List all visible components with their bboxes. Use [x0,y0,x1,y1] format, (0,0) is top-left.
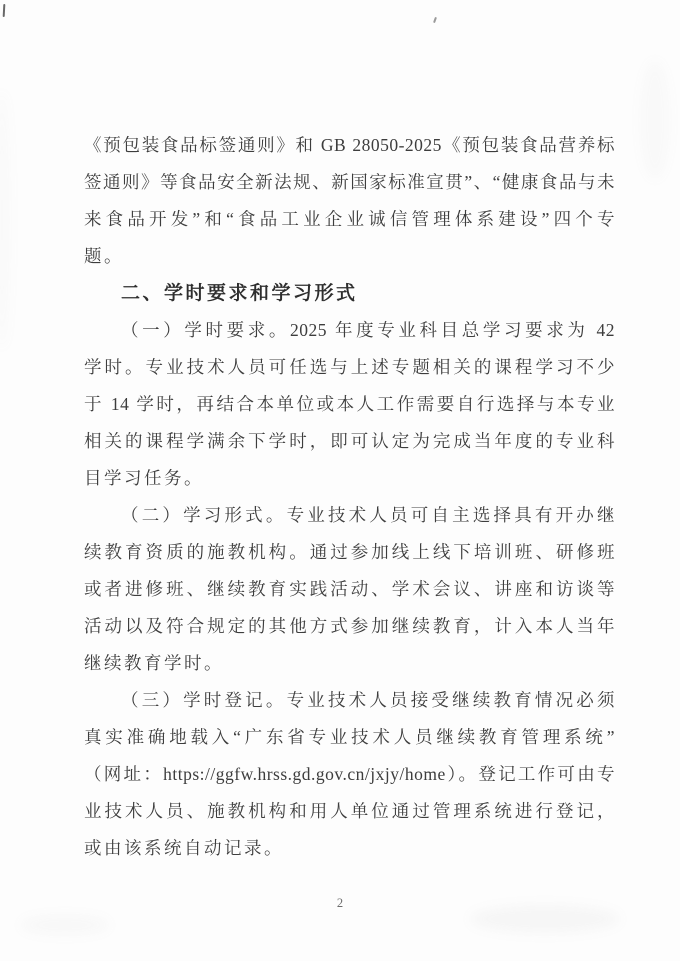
body-line: 目学习任务。 [84,468,204,488]
page-number: 2 [336,896,344,910]
body-line: 学时。专业技术人员可任选与上述专题相关的课程学习不少 [84,357,615,377]
section-heading: 二、学时要求和学习形式 [121,283,358,304]
body-line: 或者进修班、继续教育实践活动、学术会议、讲座和访谈等 [84,579,615,599]
body-line: 相关的课程学满余下学时，即可认定为完成当年度的专业科 [84,431,615,451]
body-line: 签通则》等食品安全新法规、新国家标准宣贯”、“健康食品与未 [84,172,615,192]
scan-artifact-tick [3,4,6,17]
scan-smudge [0,90,10,350]
body-line: 真实准确地载入“广东省专业技术人员继续教育管理系统” [84,727,615,747]
body-line: （网址：https://ggfw.hrss.gd.gov.cn/jxjy/home）。登记工作可由专 [84,764,615,784]
body-line: （一）学时要求。2025 年度专业科目总学习要求为 42 [121,320,615,340]
body-line: 续教育资质的施教机构。通过参加线上线下培训班、研修班 [84,542,615,562]
body-line: 继续教育学时。 [84,653,224,673]
document-body [84,127,615,867]
scan-smudge [20,915,110,935]
body-line: 来食品开发”和“食品工业企业诚信管理体系建设”四个专 [84,209,615,229]
body-line: 《预包装食品标签通则》和 GB 28050-2025《预包装食品营养标 [84,135,615,155]
scan-smudge [640,60,670,180]
body-line: 或由该系统自动记录。 [84,838,284,858]
scan-artifact-speck [433,17,437,23]
body-line: 活动以及符合规定的其他方式参加继续教育，计入本人当年 [84,616,615,636]
body-line: （三）学时登记。专业技术人员接受继续教育情况必须 [121,690,615,710]
body-line: 业技术人员、施教机构和用人单位通过管理系统进行登记， [84,801,615,821]
body-line: 题。 [84,246,124,266]
body-line: 于 14 学时，再结合本单位或本人工作需要自行选择与本专业 [84,394,615,414]
body-line: （二）学习形式。专业技术人员可自主选择具有开办继 [121,505,615,525]
